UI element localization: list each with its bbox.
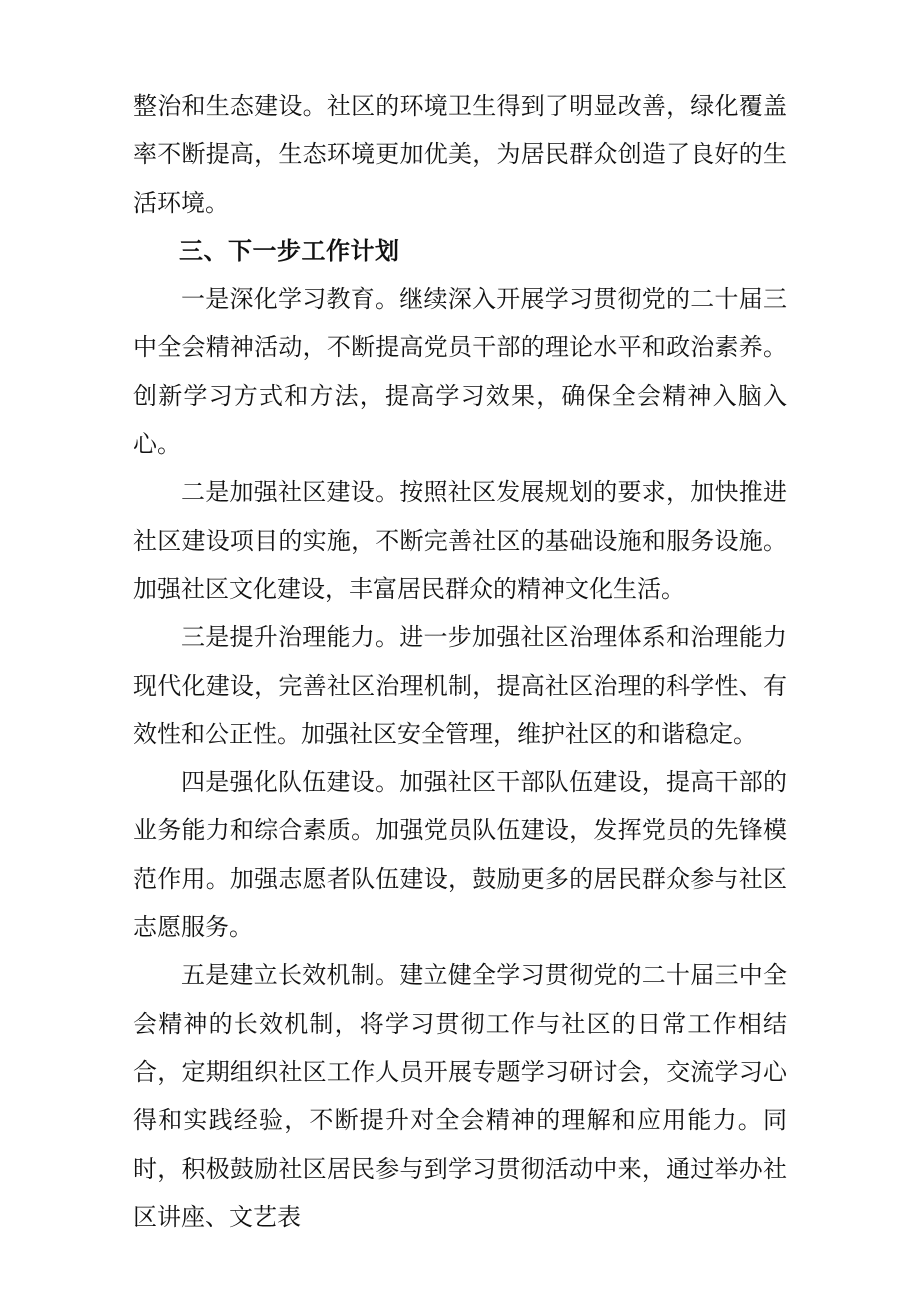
plan-paragraph-2: 二是加强社区建设。按照社区发展规划的要求，加快推进社区建设项目的实施，不断完善社区的基础设施和服务设施。加强社区文化建设，丰富居民群众的精神文化生活。: [133, 478, 787, 603]
plan-paragraph-1: 一是深化学习教育。继续深入开展学习贯彻党的二十届三中全会精神活动，不断提高党员干部的理论水平和政治素养。创新学习方式和方法，提高学习效果，确保全会精神入脑入心。: [133, 285, 787, 459]
continuation-paragraph: 整治和生态建设。社区的环境卫生得到了明显改善，绿化覆盖率不断提高，生态环境更加优美，为居民群众创造了良好的生活环境。: [133, 92, 787, 217]
plan-paragraph-4: 四是强化队伍建设。加强社区干部队伍建设，提高干部的业务能力和综合素质。加强党员队伍建设，发挥党员的先锋模范作用。加强志愿者队伍建设，鼓励更多的居民群众参与社区志愿服务。: [133, 768, 787, 942]
section-heading: 三、下一步工作计划: [179, 235, 400, 265]
plan-paragraph-3: 三是提升治理能力。进一步加强社区治理体系和治理能力现代化建设，完善社区治理机制，提高社区治理的科学性、有效性和公正性。加强社区安全管理，维护社区的和谐稳定。: [133, 623, 787, 748]
plan-paragraph-5: 五是建立长效机制。建立健全学习贯彻党的二十届三中全会精神的长效机制，将学习贯彻工作与社区的日常工作相结合，定期组织社区工作人员开展专题学习研讨会，交流学习心得和实践经验，不断提升对全会精神的理解和应用能力。同时，积极鼓励社区居民参与到学习贯彻活动中来，通过举办社区讲座、文艺表: [133, 961, 787, 1231]
document-page: [133, 82, 787, 1241]
